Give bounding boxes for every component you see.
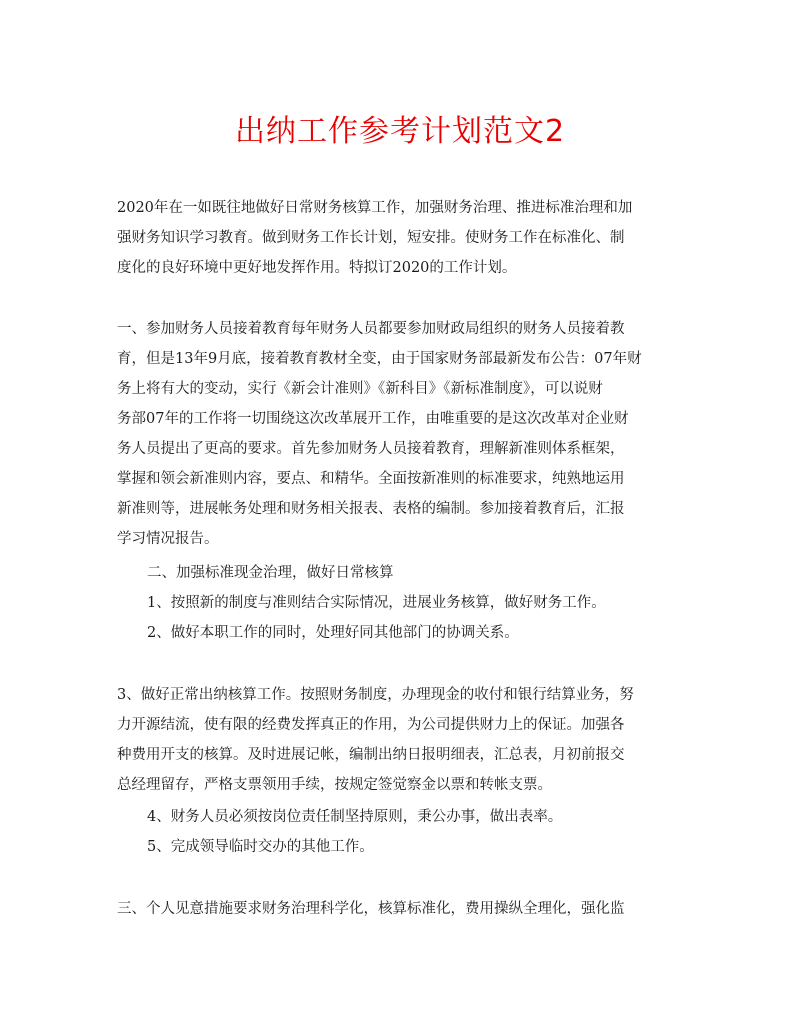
paragraph-line: 强财务知识学习教育。做到财务工作长计划，短安排。使财务工作在标准化、制	[117, 230, 625, 246]
paragraph-line: 务部07年的工作将一切围绕这次改革展开工作，由唯重要的是这次改革对企业财	[117, 411, 629, 427]
paragraph-line: 3、做好正常出纳核算工作。按照财务制度，办理现金的收付和银行结算业务，努	[117, 687, 634, 703]
paragraph-section-3	[117, 894, 689, 924]
paragraph-line: 务上将有大的变动，实行《新会计准则》《新科目》《新标准制度》，可以说财	[117, 381, 603, 397]
paragraph-line: 新准则等，进展帐务处理和财务相关报表、表格的编制。参加接着教育后，汇报	[117, 501, 625, 517]
paragraph-item-3	[117, 680, 689, 800]
paragraph-line: 务人员提出了更高的要求。首先参加财务人员接着教育，理解新准则体系框架，	[117, 441, 625, 457]
paragraph-line: 4、财务人员必须按岗位责任制坚持原则，秉公办事，做出表率。	[147, 809, 563, 825]
paragraph-intro	[117, 193, 689, 283]
paragraph-section-2-heading	[117, 558, 689, 588]
paragraph-line: 掌握和领会新准则内容，要点、和精华。全面按新准则的标准要求，纯熟地运用	[117, 471, 625, 487]
paragraph-section-1	[117, 314, 689, 554]
paragraph-line: 二、加强标准现金治理，做好日常核算	[147, 565, 394, 581]
paragraph-line: 总经理留存，严格支票领用手续，按规定签觉察金以票和转帐支票。	[117, 777, 552, 793]
paragraph-item-5	[117, 832, 689, 862]
paragraph-line: 力开源结流，使有限的经费发挥真正的作用，为公司提供财力上的保证。加强各	[117, 717, 625, 733]
paragraph-item-2	[117, 618, 689, 648]
paragraph-line: 2、做好本职工作的同时，处理好同其他部门的协调关系。	[147, 625, 519, 641]
paragraph-line: 一、参加财务人员接着教育每年财务人员都要参加财政局组织的财务人员接着教	[117, 321, 625, 337]
paragraph-line: 5、完成领导临时交办的其他工作。	[147, 839, 374, 855]
paragraph-line: 2020年在一如既往地做好日常财务核算工作，加强财务治理、推进标准治理和加	[117, 200, 633, 216]
paragraph-item-4	[117, 802, 689, 832]
document-title: 出纳工作参考计划范文2	[234, 114, 566, 149]
paragraph-line: 度化的良好环境中更好地发挥作用。特拟订2020的工作计划。	[117, 260, 517, 276]
paragraph-line: 育，但是13年9月底，接着教育教材全变，由于国家财务部最新发布公告：07年财	[117, 351, 642, 367]
paragraph-item-1	[117, 588, 689, 618]
paragraph-line: 学习情况报告。	[117, 531, 219, 547]
paragraph-line: 1、按照新的制度与准则结合实际情况，进展业务核算，做好财务工作。	[147, 595, 606, 611]
paragraph-line: 种费用开支的核算。及时进展记帐，编制出纳日报明细表，汇总表，月初前报交	[117, 747, 625, 763]
paragraph-line: 三、个人见意措施要求财务治理科学化，核算标准化，费用操纵全理化，强化监	[117, 901, 625, 917]
